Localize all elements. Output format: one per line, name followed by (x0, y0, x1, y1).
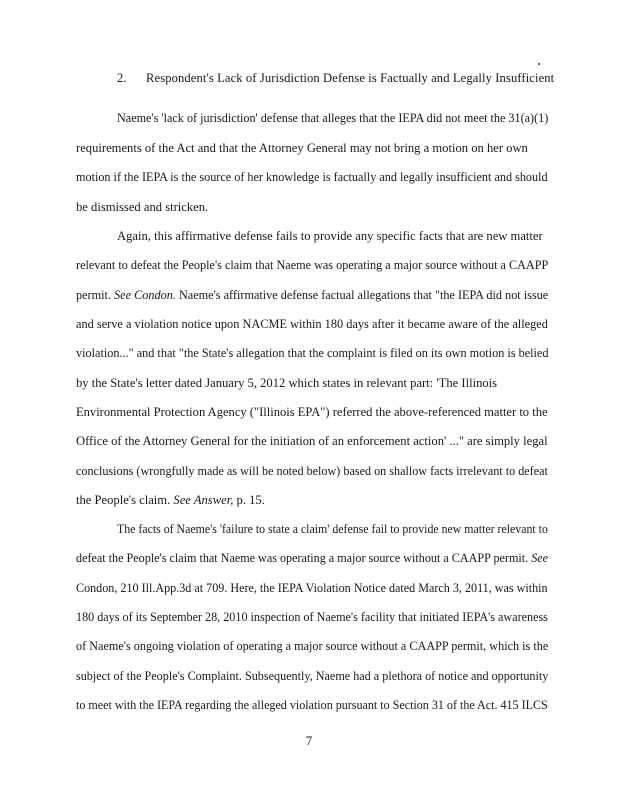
body-line: Office of the Attorney General for the initiation of an enforcement action' ..." are simply legal (76, 434, 548, 448)
body-line: by the State's letter dated January 5, 2012 which states in relevant part: 'The Illinois (76, 376, 498, 390)
citation: See (531, 551, 549, 565)
body-line: 180 days of its September 28, 2010 inspection of Naeme's facility that initiated IEPA's awareness (76, 610, 548, 624)
body-line: Condon, 210 Ill.App.3d at 709. Here, the IEPA Violation Notice dated March 3, 2011, was within (76, 581, 548, 595)
body-line: to meet with the IEPA regarding the alleged violation pursuant to Section 31 of the Act. 415 ILCS (76, 698, 548, 712)
body-text: the People's claim. (76, 493, 171, 507)
body-text: permit. (76, 288, 111, 302)
body-line: subject of the People's Complaint. Subsequently, Naeme had a plethora of notice and opportunity (76, 669, 549, 683)
citation: See Condon. (114, 288, 176, 302)
body-line: requirements of the Act and that the Attorney General may not bring a motion on her own (76, 141, 528, 155)
body-line (76, 550, 548, 566)
section-title: Respondent's Lack of Jurisdiction Defense is Factually and Legally Insufficient (146, 71, 555, 85)
section-heading (117, 71, 554, 86)
body-line: relevant to defeat the People's claim that Naeme was operating a major source without a CAAPP (76, 258, 549, 272)
body-text: p. 15. (236, 493, 265, 507)
body-line: conclusions (wrongfully made as will be noted below) based on shallow facts irrelevant to defeat (76, 464, 548, 478)
body-line: Naeme's 'lack of jurisdiction' defense that alleges that the IEPA did not meet the 31(a)(1) (117, 111, 549, 125)
speck-mark (538, 63, 540, 65)
body-line: be dismissed and stricken. (76, 200, 209, 214)
body-line (76, 492, 265, 508)
body-line: violation..." and that "the State's allegation that the complaint is filed on its own motion is belied (76, 346, 549, 360)
body-line: motion if the IEPA is the source of her knowledge is factually and legally insufficient and should (76, 170, 548, 184)
body-line: The facts of Naeme's 'failure to state a claim' defense fail to provide new matter relevant to (117, 522, 548, 536)
body-text: Naeme's affirmative defense factual allegations that "the IEPA did not issue (178, 288, 549, 302)
page-number: 7 (305, 734, 313, 748)
body-line: and serve a violation notice upon NACME within 180 days after it became aware of the alleged (76, 317, 548, 331)
section-number: 2. (117, 71, 127, 85)
body-line (76, 287, 548, 303)
body-text: defeat the People's claim that Naeme was operating a major source without a CAAPP permit. (76, 551, 529, 565)
body-line: Environmental Protection Agency ("Illinois EPA") referred the above-referenced matter to the (76, 405, 548, 419)
citation: See Answer, (173, 493, 234, 507)
body-line: Again, this affirmative defense fails to provide any specific facts that are new matter (117, 229, 543, 243)
body-line: of Naeme's ongoing violation of operating a major source without a CAAPP permit, which is the (76, 639, 549, 653)
